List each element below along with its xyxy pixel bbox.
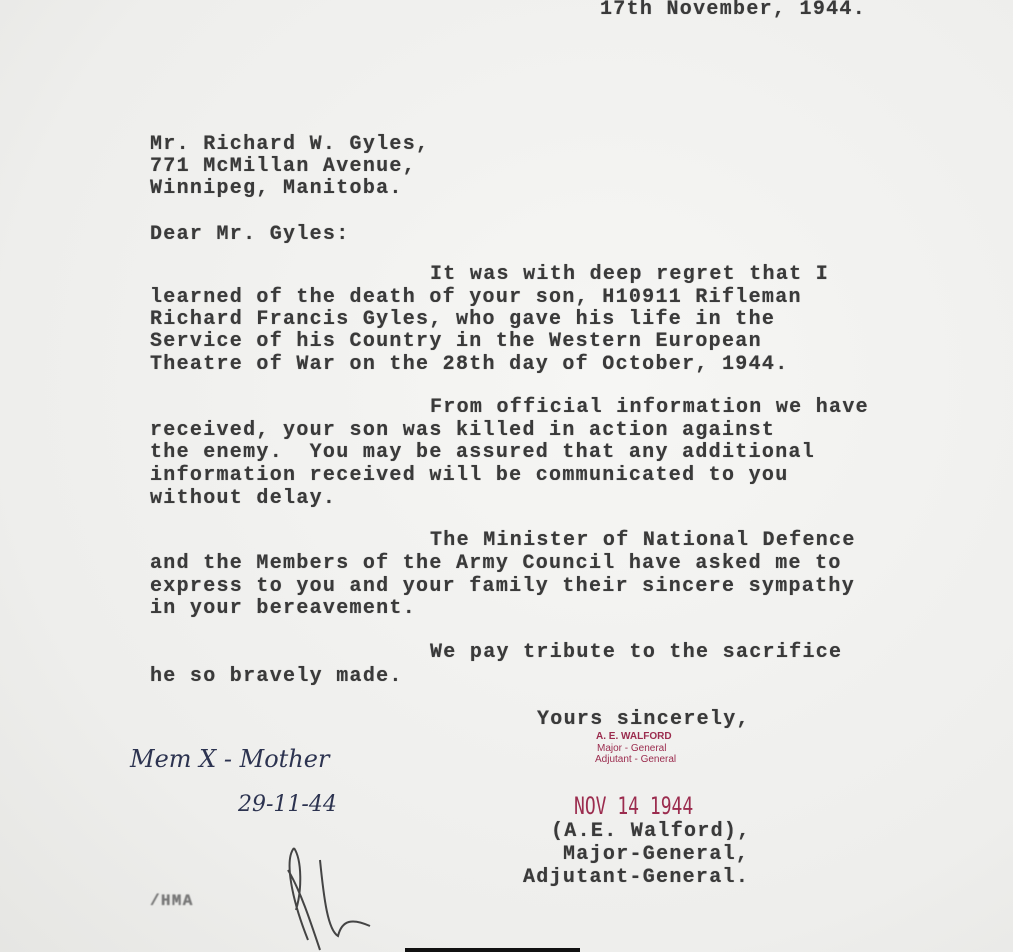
salutation: Dear Mr. Gyles:: [150, 223, 350, 246]
paragraph-line: Service of his Country in the Western European: [150, 330, 762, 353]
paragraph-line: in your bereavement.: [150, 597, 417, 620]
handwritten-date: 29-11-44: [238, 792, 337, 817]
paragraph-line: the enemy. You may be assured that any additional: [150, 441, 816, 464]
stamp-title: Adjutant - General: [595, 754, 677, 765]
paragraph-line: From official information we have: [430, 396, 869, 419]
handwritten-note: Mem X - Mother: [130, 745, 330, 773]
address-line: 771 McMillan Avenue,: [150, 155, 417, 178]
address-line: Winnipeg, Manitoba.: [150, 177, 403, 200]
paragraph-line: received, your son was killed in action against: [150, 419, 776, 442]
paragraph-line: without delay.: [150, 487, 337, 510]
signature-name: (A.E. Walford),: [551, 820, 751, 843]
paragraph-line: and the Members of the Army Council have asked me to: [150, 552, 842, 575]
letter-date: 17th November, 1944.: [600, 0, 867, 21]
paragraph-line: The Minister of National Defence: [430, 529, 856, 552]
date-stamp: NOV 14 1944: [574, 792, 694, 820]
paragraph-line: Richard Francis Gyles, who gave his life in the: [150, 308, 776, 331]
paragraph-line: express to you and your family their sincere sympathy: [150, 575, 856, 598]
handwritten-initials-signature: [280, 840, 380, 952]
paragraph-line: We pay tribute to the sacrifice: [430, 641, 843, 664]
stamp-rank: Major - General: [597, 743, 667, 754]
signature-rank: Major-General,: [563, 843, 750, 866]
paragraph-line: information received will be communicated to you: [150, 464, 789, 487]
signature-title: Adjutant-General.: [523, 866, 750, 889]
paragraph-line: learned of the death of your son, H10911 Rifleman: [150, 286, 802, 309]
address-line: Mr. Richard W. Gyles,: [150, 133, 430, 156]
closing: Yours sincerely,: [537, 708, 750, 731]
paragraph-line: It was with deep regret that I: [430, 263, 830, 286]
paragraph-line: Theatre of War on the 28th day of October, 1944.: [150, 353, 789, 376]
scan-edge-mark: [405, 948, 580, 952]
stamp-name: A. E. WALFORD: [596, 731, 672, 742]
reference-initials: /HMA: [150, 892, 194, 910]
paragraph-line: he so bravely made.: [150, 665, 403, 688]
